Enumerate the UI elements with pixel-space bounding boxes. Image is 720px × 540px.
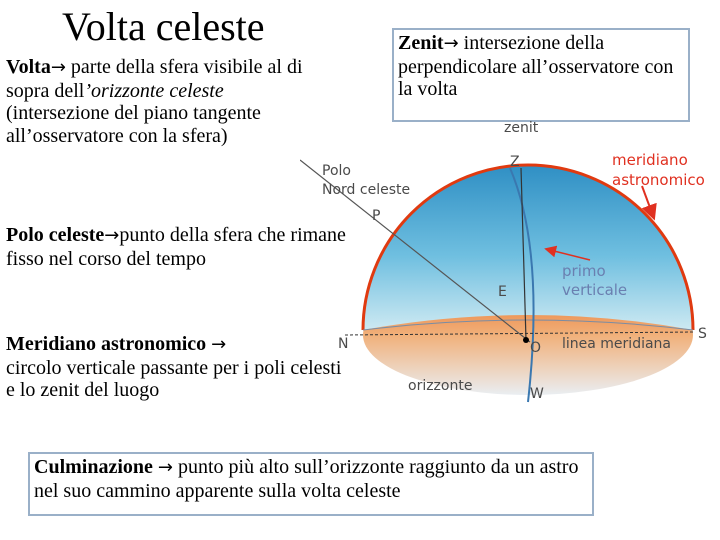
polo-text: punto della sfera che rimane fisso nel corso del tempo [6, 224, 346, 270]
culminazione-term: Culminazione [34, 456, 153, 478]
arrow-icon: → [50, 57, 66, 78]
z-label: Z [510, 154, 520, 170]
p-label: P [372, 208, 381, 224]
meridiano-text: circolo verticale passante per i poli celesti e lo zenit del luogo [6, 356, 342, 401]
page-title: Volta celeste [62, 4, 265, 49]
culminazione-text: punto più alto sull’orizzonte raggiunto da un astro nel suo cammino apparente sulla volta celeste [34, 456, 579, 502]
culminazione-definition-box [28, 452, 594, 516]
primo-label-line2: verticale [562, 281, 628, 299]
volta-italic: ’orizzonte celeste [84, 79, 224, 102]
primo-label-line1: primo [562, 262, 606, 280]
linea-meridiana-label: linea meridiana [562, 336, 671, 352]
observer-point [523, 337, 529, 343]
arrow-icon: → [211, 334, 227, 355]
polo-label-line1: Polo [322, 163, 351, 179]
meridiano-label-line1: meridiano [612, 151, 688, 169]
meridiano-arrow-icon [642, 186, 652, 213]
polo-label-line2: Nord celeste [322, 182, 411, 198]
zenit-text: intersezione della perpendicolare all’osservatore con la volta [398, 32, 674, 100]
zenit-label: zenit [504, 120, 539, 136]
volta-text: parte della sfera visibile al di sopra dell [6, 56, 303, 102]
arrow-icon: → [443, 33, 459, 54]
volta-rest: (intersezione del piano tangente all’osservatore con la sfera) [6, 102, 261, 147]
e-label: E [498, 284, 507, 300]
o-label: O [530, 340, 542, 356]
orizzonte-label: orizzonte [408, 378, 473, 394]
zenit-term: Zenit [398, 32, 444, 54]
w-label: W [530, 386, 544, 402]
zenit-definition-box [392, 28, 690, 122]
volta-term: Volta [6, 56, 51, 78]
arrow-icon: → [157, 457, 173, 478]
volta-definition [6, 56, 324, 147]
meridiano-term: Meridiano astronomico [6, 333, 207, 355]
s-label: S [698, 326, 707, 342]
arrow-icon: → [104, 225, 120, 246]
meridiano-astronomico-label [612, 150, 705, 190]
meridiano-label-line2: astronomico [612, 171, 705, 189]
polo-nord-label [322, 162, 410, 200]
polo-term: Polo celeste [6, 224, 105, 246]
primo-verticale-label [562, 262, 627, 300]
n-label: N [338, 336, 349, 352]
